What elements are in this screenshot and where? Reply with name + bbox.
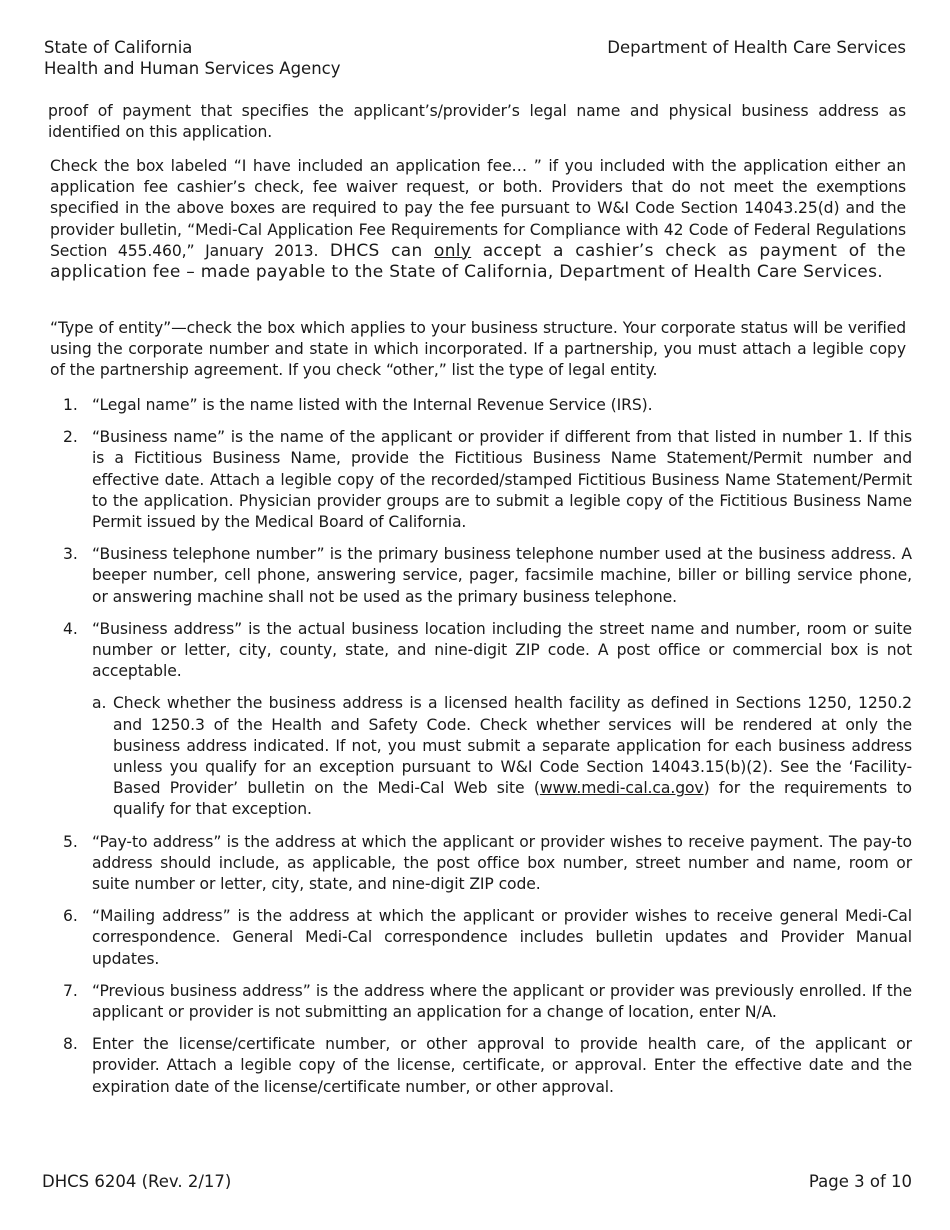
item-text: “Business address” is the actual business location including the street name and number, room or suite number or letter, city, county, state, and nine-digit ZIP code. A post office or commercial box is not acceptable. bbox=[92, 619, 912, 681]
sub-item bbox=[92, 693, 912, 820]
sub-item-letter: a. bbox=[92, 694, 107, 713]
list-item bbox=[50, 906, 912, 970]
fee-check-only: only bbox=[434, 240, 472, 261]
form-id: DHCS 6204 (Rev. 2/17) bbox=[42, 1172, 232, 1191]
list-item bbox=[50, 832, 912, 896]
payment-proof-paragraph: proof of payment that specifies the applicant’s/provider’s legal name and physical business address as identified on this application. bbox=[48, 102, 906, 142]
medi-cal-link[interactable]: www.medi-cal.ca.gov bbox=[539, 779, 704, 798]
item-number: 4. bbox=[63, 619, 78, 638]
header-agency: Health and Human Services Agency bbox=[44, 59, 341, 78]
list-item bbox=[50, 981, 912, 1023]
page-header-left bbox=[44, 37, 341, 79]
instruction-list bbox=[50, 395, 912, 1109]
list-item bbox=[50, 427, 912, 533]
entity-type-paragraph: “Type of entity”—check the box which applies to your business structure. Your corporate status will be verified using the corporate number and state in which incorporated. If a partnership, you must attach a legible copy of the partnership agreement. If you check “other,” list the type of legal entity. bbox=[50, 319, 906, 380]
page-header-right bbox=[607, 37, 906, 58]
item-number: 8. bbox=[63, 1035, 78, 1054]
item-text: “Mailing address” is the address at which the applicant or provider wishes to receive general Medi-Cal correspondence. General Medi-Cal correspondence includes bulletin updates and Provider Manual updates. bbox=[92, 907, 912, 968]
page-number: Page 3 of 10 bbox=[808, 1172, 912, 1191]
item-text: “Previous business address” is the address where the applicant or provider was previously enrolled. If the applicant or provider is not submitting an application for a change of location, enter N/A. bbox=[92, 981, 912, 1022]
item-number: 1. bbox=[63, 396, 78, 414]
item-number: 6. bbox=[63, 907, 78, 926]
fee-check-paragraph bbox=[50, 156, 906, 283]
header-department: Department of Health Care Services bbox=[607, 38, 906, 57]
sub-item-text-after: ) for the requirements to qualify for that exception. bbox=[113, 779, 912, 819]
item-text: “Pay-to address” is the address at which the applicant or provider wishes to receive payment. The pay-to address should include, as applicable, the post office box number, street number and name, room or suite number or letter, city, state, and nine-digit ZIP code. bbox=[92, 832, 912, 894]
list-item bbox=[50, 544, 912, 608]
header-state: State of California bbox=[44, 38, 193, 57]
sub-item-text: Check whether the business address is a licensed health facility as defined in Sections 1250, 1250.2 and 1250.3 of the Health and Safety Code. Check whether services will be rendered at only the business address indicated. If not, you must submit a separate application for each business address unless you qualify for an exception pursuant to W&I Code Section 14043.15(b)(2). See the ‘Facility-Based Provider’ bulletin on the Medi-Cal Web site ( bbox=[113, 694, 912, 798]
list-item bbox=[50, 1034, 912, 1098]
item-text: “Legal name” is the name listed with the Internal Revenue Service (IRS). bbox=[92, 396, 653, 414]
item-text: “Business telephone number” is the primary business telephone number used at the business address. A beeper number, cell phone, answering service, pager, facsimile machine, biller or billing service phone, or answering machine shall not be used as the primary business telephone. bbox=[92, 545, 912, 606]
item-text: Enter the license/certificate number, or other approval to provide health care, of the applicant or provider. Attach a legible copy of the license, certificate, or approval. Enter the effective date and the expiration date of the license/certificate number, or other approval. bbox=[92, 1035, 912, 1096]
item-number: 5. bbox=[63, 832, 78, 851]
item-number: 2. bbox=[63, 428, 78, 447]
list-item bbox=[50, 395, 912, 416]
item-number: 7. bbox=[63, 981, 78, 1000]
fee-check-text: Check the box labeled “I have included an application fee… ” if you included with the application either an application fee cashier’s check, fee waiver request, or both. Providers that do not meet the exemptions specified in the above boxes are required to pay the fee pursuant to W&I Code Section 14043.25(d) and the provider bulletin, “Medi-Cal Application Fee Requirements for Compliance with 42 Code of Federal Regulations Section 455.460,” January 2013. bbox=[50, 157, 906, 260]
list-item bbox=[50, 619, 912, 821]
item-text: “Business name” is the name of the applicant or provider if different from that listed in number 1. If this is a Fictitious Business Name, provide the Fictitious Business Name Statement/Permit number and effective date. Attach a legible copy of the recorded/stamped Fictitious Business Name Statement/Permit to the application. Physician provider groups are to submit a legible copy of the Fictitious Business Name Permit issued by the Medical Board of California. bbox=[92, 428, 912, 532]
fee-check-text-3: accept a cashier’s check as payment of the application fee – made payable to the State of California, Department of Health Care Services. bbox=[50, 240, 906, 283]
item-number: 3. bbox=[63, 545, 78, 564]
fee-check-text-2: DHCS can bbox=[318, 240, 435, 261]
